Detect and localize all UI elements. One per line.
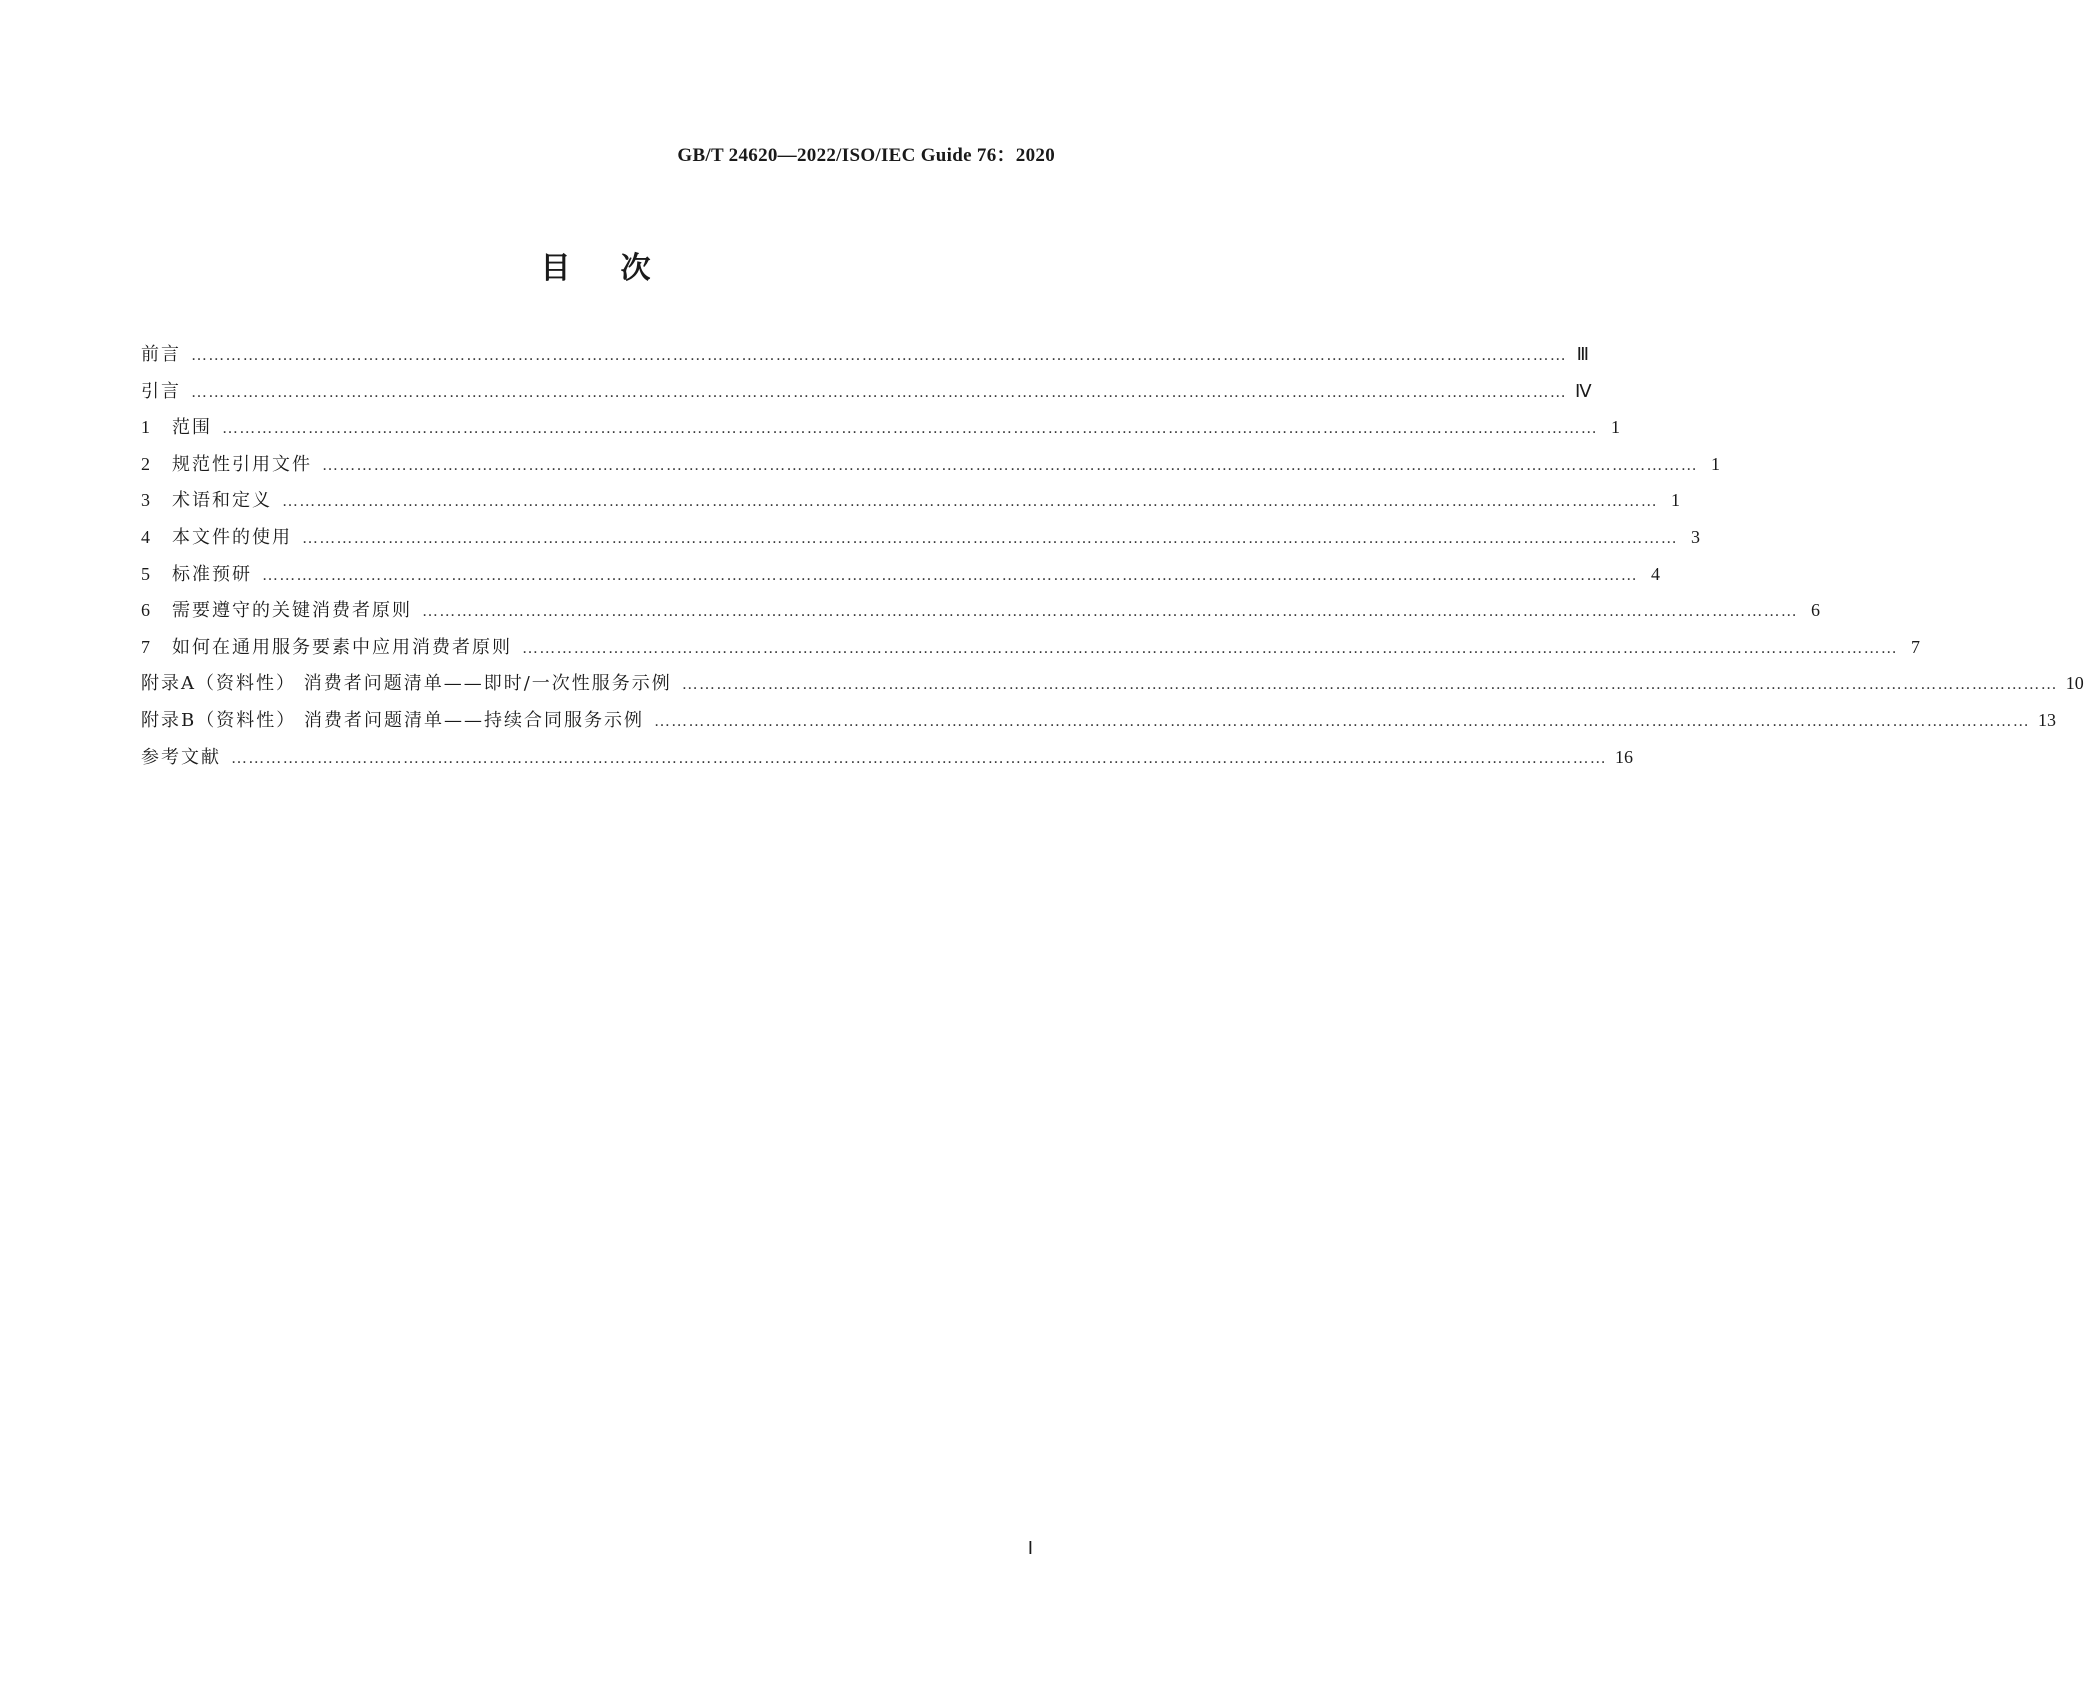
toc-entry-page: 3 <box>1691 526 1700 547</box>
toc-entry-5[interactable] <box>141 556 1660 593</box>
toc-entry-number: 4 <box>141 526 150 547</box>
toc-entry-page: 10 <box>2065 673 2084 694</box>
toc-entry-number: 6 <box>141 600 150 621</box>
toc-leader-dots: …………………………………………………………………………………………………………………………………………………………………………………………………………………… <box>653 712 2030 730</box>
toc-leader-dots: …………………………………………………………………………………………………………………………………………………………………………………………………………………… <box>262 566 1638 584</box>
toc-entry-label: 本文件的使用 <box>172 526 292 548</box>
toc-entry-page: 13 <box>2037 709 2056 730</box>
toc-entry-label: 引言 <box>141 380 181 402</box>
toc-entry-label: 标准预研 <box>172 563 252 585</box>
toc-leader-dots: …………………………………………………………………………………………………………………………………………………………………………………………………………………… <box>302 529 1678 547</box>
toc-entry-label: 附录A（资料性） 消费者问题清单——即时/一次性服务示例 <box>141 673 672 695</box>
toc-entry-label: 前言 <box>141 344 181 365</box>
toc-entry-number: 5 <box>141 563 150 584</box>
toc-entry-introduction[interactable] <box>141 373 1592 410</box>
toc-entry-label: 需要遵守的关键消费者原则 <box>172 600 412 622</box>
toc-entry-page: 1 <box>1711 453 1720 474</box>
toc-entry-7[interactable] <box>141 629 1920 666</box>
toc-entry-number: 2 <box>141 453 150 474</box>
toc-entry-4[interactable] <box>141 519 1700 556</box>
document-header-id: GB/T 24620—2022/ISO/IEC Guide 76：2020 <box>677 145 1055 166</box>
toc-entry-2[interactable] <box>141 446 1720 483</box>
toc-leader-dots: …………………………………………………………………………………………………………………………………………………………………………………………………………………… <box>681 676 2058 694</box>
toc-entry-label: 附录B（资料性） 消费者问题清单——持续合同服务示例 <box>141 709 644 731</box>
toc-entry-number: 1 <box>141 417 150 438</box>
toc-entry-bibliography[interactable] <box>141 739 1633 776</box>
toc-entry-foreword[interactable] <box>141 336 1589 373</box>
toc-entry-label: 范围 <box>172 417 212 439</box>
toc-leader-dots: …………………………………………………………………………………………………………………………………………………………………………………………………………………… <box>222 420 1598 438</box>
toc-entry-label: 如何在通用服务要素中应用消费者原则 <box>172 636 512 658</box>
toc-entry-label: 参考文献 <box>141 746 221 768</box>
toc-entry-annex-a[interactable] <box>141 665 2084 702</box>
page-number: Ⅰ <box>1027 1538 1033 1558</box>
toc-entry-page: 6 <box>1811 600 1820 621</box>
toc-entry-page: 1 <box>1611 417 1620 438</box>
toc-leader-dots: …………………………………………………………………………………………………………………………………………………………………………………………………………………… <box>422 603 1798 621</box>
toc-leader-dots: …………………………………………………………………………………………………………………………………………………………………………………………………………………… <box>522 639 1898 657</box>
page-title: 目次 <box>540 251 701 286</box>
toc-entry-page: 16 <box>1615 746 1633 767</box>
toc-leader-dots: …………………………………………………………………………………………………………………………………………………………………………………………………………………… <box>191 347 1567 364</box>
table-of-contents <box>141 336 2084 775</box>
toc-entry-page: Ⅳ <box>1575 380 1592 401</box>
toc-entry-label: 术语和定义 <box>172 490 272 512</box>
toc-leader-dots: …………………………………………………………………………………………………………………………………………………………………………………………………………………… <box>191 383 1567 401</box>
toc-entry-3[interactable] <box>141 482 1680 519</box>
toc-entry-page: 7 <box>1911 636 1920 657</box>
toc-entry-number: 3 <box>141 490 150 511</box>
toc-entry-page: 1 <box>1671 490 1680 511</box>
toc-entry-annex-b[interactable] <box>141 702 2056 739</box>
toc-entry-number: 7 <box>141 636 150 657</box>
toc-entry-page: Ⅲ <box>1576 344 1589 364</box>
toc-entry-page: 4 <box>1651 563 1660 584</box>
toc-entry-1[interactable] <box>141 409 1620 446</box>
toc-entry-6[interactable] <box>141 592 1820 629</box>
toc-leader-dots: …………………………………………………………………………………………………………………………………………………………………………………………………………………… <box>322 456 1698 474</box>
toc-leader-dots: …………………………………………………………………………………………………………………………………………………………………………………………………………………… <box>231 749 1607 767</box>
toc-entry-label: 规范性引用文件 <box>172 453 312 475</box>
toc-leader-dots: …………………………………………………………………………………………………………………………………………………………………………………………………………………… <box>282 493 1658 511</box>
